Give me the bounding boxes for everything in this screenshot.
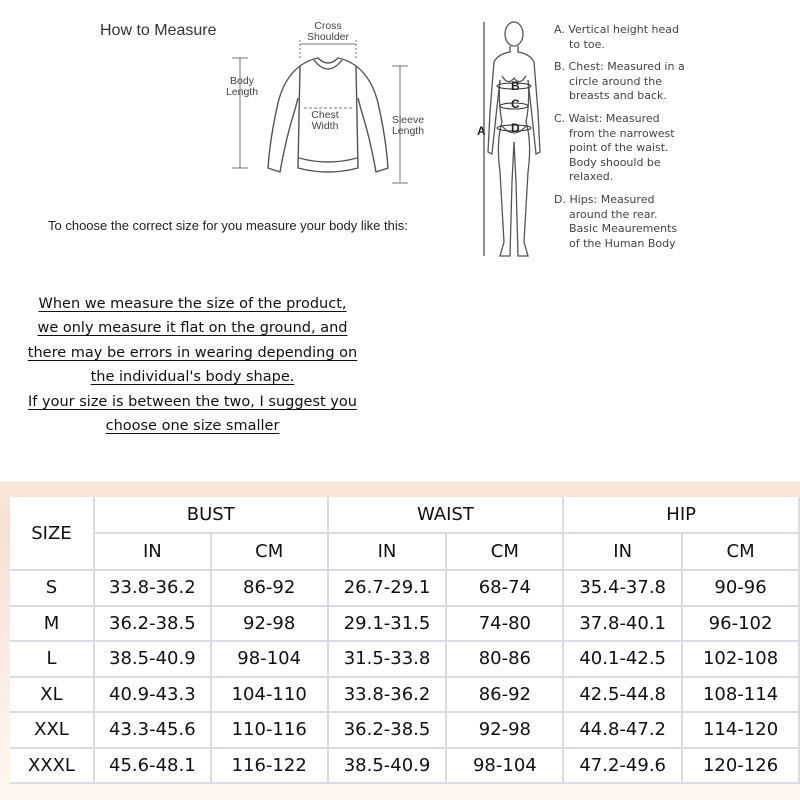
- size-label: L: [10, 642, 95, 678]
- hip-cm-cell: 90-96: [683, 571, 800, 607]
- body-letter-b: B: [511, 79, 520, 93]
- body-letter-a: A: [477, 124, 486, 138]
- table-row: [10, 749, 800, 785]
- measurement-b: [554, 60, 794, 104]
- size-column-header: SIZE: [10, 497, 95, 571]
- unit-header: CM: [683, 534, 800, 571]
- measurement-line: C. Waist: Measured: [554, 111, 660, 125]
- hip-in-cell: 40.1-42.5: [564, 642, 683, 678]
- waist-in-cell: 38.5-40.9: [329, 749, 448, 785]
- waist-cm-cell: 74-80: [447, 607, 564, 643]
- table-row: [10, 607, 800, 643]
- bust-in-cell: 36.2-38.5: [95, 607, 212, 643]
- measurement-line: Basic Meaurements: [569, 222, 678, 236]
- measurement-line: point of the waist.: [569, 141, 669, 155]
- measurement-line: circle around the: [569, 74, 662, 88]
- bust-cm-cell: 92-98: [212, 607, 329, 643]
- waist-cm-cell: 98-104: [447, 749, 564, 785]
- table-header-row: [10, 497, 800, 534]
- hip-cm-cell: 108-114: [683, 678, 800, 714]
- hip-in-cell: 35.4-37.8: [564, 571, 683, 607]
- guide-instruction: To choose the correct size for you measure your body like this:: [48, 218, 408, 233]
- hip-in-cell: 37.8-40.1: [564, 607, 683, 643]
- note-line: there may be errors in wearing depending on: [27, 344, 358, 361]
- measurement-line: breasts and back.: [569, 89, 667, 103]
- hip-in-cell: 42.5-44.8: [564, 678, 683, 714]
- measurement-line: to toe.: [569, 37, 605, 51]
- waist-group-header: WAIST: [329, 497, 565, 534]
- human-body-figure: [470, 12, 550, 272]
- hip-cm-cell: 102-108: [683, 642, 800, 678]
- unit-header: IN: [95, 534, 212, 571]
- bust-cm-cell: 98-104: [212, 642, 329, 678]
- bust-in-cell: 38.5-40.9: [95, 642, 212, 678]
- waist-in-cell: 31.5-33.8: [329, 642, 448, 678]
- table-row: [10, 571, 800, 607]
- measurement-line: Body shoould be: [569, 155, 661, 169]
- measurement-a: [554, 23, 794, 52]
- label-line: Sleeve: [391, 114, 425, 126]
- waist-in-cell: 36.2-38.5: [329, 713, 448, 749]
- bust-in-cell: 40.9-43.3: [95, 678, 212, 714]
- label-line: Shoulder: [306, 31, 350, 43]
- table-row: [10, 642, 800, 678]
- bust-group-header: BUST: [95, 497, 329, 534]
- measurement-line: relaxed.: [569, 170, 614, 184]
- note-line: we only measure it flat on the ground, and: [37, 320, 348, 337]
- label-line: Width: [311, 120, 339, 132]
- waist-in-cell: 33.8-36.2: [329, 678, 448, 714]
- bust-in-cell: 43.3-45.6: [95, 713, 212, 749]
- waist-cm-cell: 92-98: [447, 713, 564, 749]
- size-chart-table: [10, 497, 800, 784]
- table-row: [10, 678, 800, 714]
- waist-cm-cell: 86-92: [447, 678, 564, 714]
- size-label: XXXL: [10, 749, 95, 785]
- size-label: XL: [10, 678, 95, 714]
- measuring-guide: [0, 0, 800, 290]
- measurement-line: A. Vertical height head: [554, 23, 680, 36]
- sweater-illustration: [228, 18, 428, 193]
- size-label: S: [10, 571, 95, 607]
- guide-title: How to Measure: [100, 22, 217, 39]
- body-length-label: [220, 76, 264, 98]
- label-line: Cross: [314, 20, 342, 32]
- note-line: If your size is between the two, I suggest you: [28, 393, 357, 410]
- bust-cm-cell: 116-122: [212, 749, 329, 785]
- measurement-line: from the narrowest: [569, 126, 675, 140]
- hip-group-header: HIP: [564, 497, 800, 534]
- size-chart-panel: [0, 481, 800, 800]
- measurement-line: of the Human Body: [569, 236, 676, 250]
- waist-in-cell: 29.1-31.5: [329, 607, 448, 643]
- unit-header: IN: [564, 534, 683, 571]
- bust-in-cell: 33.8-36.2: [95, 571, 212, 607]
- bust-cm-cell: 86-92: [212, 571, 329, 607]
- hip-in-cell: 44.8-47.2: [564, 713, 683, 749]
- measurement-notes: [0, 292, 385, 438]
- bust-in-cell: 45.6-48.1: [95, 749, 212, 785]
- note-line: the individual's body shape.: [90, 369, 295, 386]
- note-line: choose one size smaller: [105, 418, 280, 435]
- label-line: Length: [391, 125, 425, 137]
- hip-cm-cell: 114-120: [683, 713, 800, 749]
- cross-shoulder-label: [296, 21, 360, 43]
- measurement-c: [554, 112, 794, 185]
- table-unit-row: [10, 534, 800, 571]
- hip-cm-cell: 96-102: [683, 607, 800, 643]
- body-letter-c: C: [511, 97, 520, 111]
- unit-header: CM: [447, 534, 564, 571]
- measurement-line: D. Hips: Measured: [554, 192, 655, 206]
- measurement-definitions: [554, 23, 794, 259]
- body-letter-d: D: [511, 121, 520, 135]
- table-row: [10, 713, 800, 749]
- bust-cm-cell: 110-116: [212, 713, 329, 749]
- waist-in-cell: 26.7-29.1: [329, 571, 448, 607]
- unit-header: CM: [212, 534, 329, 571]
- measurement-d: [554, 193, 794, 251]
- bust-cm-cell: 104-110: [212, 678, 329, 714]
- measurement-line: around the rear.: [569, 207, 658, 221]
- waist-cm-cell: 80-86: [447, 642, 564, 678]
- label-line: Length: [225, 86, 259, 98]
- size-label: XXL: [10, 713, 95, 749]
- sleeve-length-label: [386, 115, 430, 137]
- size-label: M: [10, 607, 95, 643]
- hip-cm-cell: 120-126: [683, 749, 800, 785]
- note-line: When we measure the size of the product,: [38, 296, 347, 312]
- chest-width-label: [300, 110, 350, 132]
- measurement-line: B. Chest: Measured in a: [554, 60, 685, 74]
- unit-header: IN: [329, 534, 448, 571]
- label-line: Body: [230, 75, 254, 87]
- label-line: Chest: [311, 109, 339, 121]
- hip-in-cell: 47.2-49.6: [564, 749, 683, 785]
- waist-cm-cell: 68-74: [447, 571, 564, 607]
